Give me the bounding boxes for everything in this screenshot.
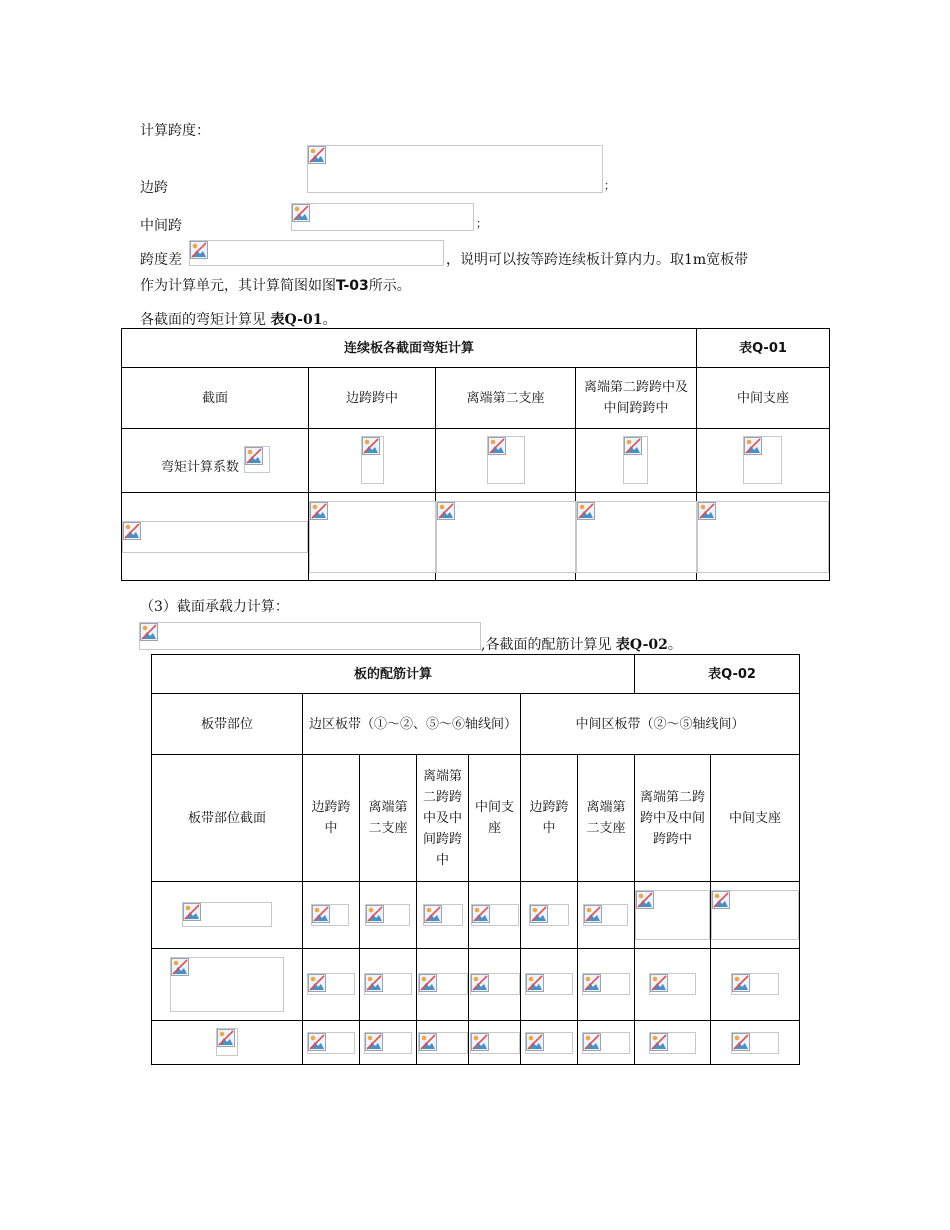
broken-image-icon: [472, 905, 490, 923]
broken-image-icon: [624, 437, 642, 455]
coef-image: [361, 436, 384, 484]
broken-image-icon: [424, 905, 442, 923]
coef-image: [743, 436, 782, 484]
position-label: 板带部位: [152, 694, 303, 755]
broken-image-icon: [419, 974, 437, 992]
rebar-cell: [635, 1021, 711, 1065]
formula-image: [170, 957, 284, 1012]
formula-image: [182, 902, 272, 927]
moment-row-label: [122, 493, 309, 581]
moment-cell: [576, 493, 697, 581]
rebar-cell: [303, 882, 360, 949]
broken-image-icon: [308, 146, 326, 164]
broken-image-icon: [577, 502, 595, 520]
coef-cell: [697, 429, 830, 493]
moment-image: [576, 501, 697, 573]
span-diff-label: 跨度差: [140, 252, 182, 268]
formula-image: [649, 1032, 696, 1054]
semicolon: ；: [476, 217, 487, 230]
rebar-text: [481, 634, 682, 654]
rebar-cell: [521, 949, 578, 1021]
middle-span-label: 中间跨: [140, 218, 182, 234]
broken-image-icon: [732, 1033, 750, 1051]
rebar-cell: [303, 1021, 360, 1065]
formula-image: [525, 1032, 573, 1054]
rebar-row-label: [152, 882, 303, 949]
coef-cell: [309, 429, 436, 493]
formula-image: [423, 904, 463, 926]
coef-row-label: [122, 429, 309, 493]
middle-span-formula-image: [291, 203, 474, 231]
formula-image: [311, 904, 349, 926]
rebar-cell: [303, 949, 360, 1021]
unit-text-post: 所示。: [368, 278, 411, 294]
rebar-cell: [578, 1021, 635, 1065]
edge-strip-header: 边区板带（①～②、⑤～⑥轴线间）: [303, 694, 521, 755]
formula-image: [216, 1028, 238, 1056]
formula-image: [583, 904, 628, 926]
span-diff-formula-image: [189, 240, 444, 266]
formula-image: [364, 1032, 412, 1054]
formula-image: [471, 904, 519, 926]
broken-image-icon: [362, 437, 380, 455]
broken-image-icon: [471, 1033, 489, 1051]
table-title: 板的配筋计算: [152, 655, 635, 694]
unit-text: [140, 275, 411, 295]
span-diff-text: ，说明可以按等跨连续板计算内力。取1m宽板带: [446, 252, 749, 268]
formula-image: [731, 973, 779, 995]
broken-image-icon: [636, 891, 654, 909]
calc-span-label: 计算跨度：: [140, 123, 210, 139]
rebar-cell: [360, 949, 417, 1021]
broken-image-icon: [365, 1033, 383, 1051]
edge-span-formula-image: [307, 145, 603, 193]
broken-image-icon: [312, 905, 330, 923]
formula-image: [364, 973, 412, 995]
formula-image: [649, 973, 696, 995]
section-header: 边跨跨中: [303, 755, 360, 882]
moment-text: [140, 309, 336, 329]
rebar-cell: [578, 949, 635, 1021]
broken-image-icon: [584, 905, 602, 923]
broken-image-icon: [526, 974, 544, 992]
capacity-formula-image: [139, 622, 481, 650]
moment-image: [436, 501, 576, 573]
broken-image-icon: [583, 1033, 601, 1051]
table-title: 连续板各截面弯矩计算: [122, 329, 697, 368]
rebar-cell: [711, 882, 800, 949]
alpha-image: [244, 446, 270, 473]
formula-image: [582, 973, 630, 995]
figure-ref: T-03: [336, 278, 369, 294]
rebar-cell: [417, 882, 469, 949]
broken-image-icon: [471, 974, 489, 992]
broken-image-icon: [366, 905, 384, 923]
rebar-cell: [635, 882, 711, 949]
broken-image-icon: [744, 437, 762, 455]
rebar-cell: [521, 1021, 578, 1065]
section-header: 边跨跨中: [521, 755, 578, 882]
rebar-cell: [360, 1021, 417, 1065]
broken-image-icon: [123, 522, 141, 540]
formula-image: [582, 1032, 630, 1054]
broken-image-icon: [217, 1029, 235, 1047]
rebar-cell: [711, 1021, 800, 1065]
moment-image: [697, 501, 829, 573]
broken-image-icon: [698, 502, 716, 520]
rebar-table: [151, 654, 800, 1065]
table-number: 表Q-02: [635, 655, 800, 694]
broken-image-icon: [190, 241, 208, 259]
rebar-cell: [469, 1021, 521, 1065]
moment-table: [121, 328, 830, 581]
coef-cell: [436, 429, 576, 493]
broken-image-icon: [308, 974, 326, 992]
broken-image-icon: [365, 974, 383, 992]
formula-image: [307, 973, 355, 995]
broken-image-icon: [292, 204, 310, 222]
broken-image-icon: [437, 502, 455, 520]
section-header: 中间支座: [711, 755, 800, 882]
section-header: 中间支座: [469, 755, 521, 882]
broken-image-icon: [488, 437, 506, 455]
rebar-cell: [578, 882, 635, 949]
section-header: 离端第二跨跨中及中间跨跨中: [635, 755, 711, 882]
moment-formula-image: [122, 521, 308, 553]
rebar-cell: [711, 949, 800, 1021]
rebar-text-pre: ,各截面的配筋计算见: [481, 637, 616, 653]
coef-image: [487, 436, 525, 484]
broken-image-icon: [308, 1033, 326, 1051]
formula-image: [711, 890, 799, 940]
broken-image-icon: [171, 958, 189, 976]
table-ref: 表Q-01: [270, 312, 323, 328]
header-edge-span-mid: 边跨跨中: [309, 368, 436, 429]
formula-image: [529, 904, 569, 926]
broken-image-icon: [583, 974, 601, 992]
formula-image: [365, 904, 410, 926]
broken-image-icon: [310, 502, 328, 520]
middle-strip-header: 中间区板带（②～⑤轴线间）: [521, 694, 800, 755]
semicolon: ；: [604, 179, 615, 192]
broken-image-icon: [245, 447, 263, 465]
rebar-cell: [469, 949, 521, 1021]
broken-image-icon: [650, 974, 668, 992]
header-section: 截面: [122, 368, 309, 429]
rebar-text-post: 。: [667, 637, 682, 653]
formula-image: [470, 973, 520, 995]
header-middle-support: 中间支座: [697, 368, 830, 429]
broken-image-icon: [650, 1033, 668, 1051]
broken-image-icon: [530, 905, 548, 923]
edge-span-label: 边跨: [140, 180, 168, 196]
table-ref: 表Q-02: [615, 637, 668, 653]
moment-cell: [309, 493, 436, 581]
header-second-support: 离端第二支座: [436, 368, 576, 429]
formula-image: [307, 1032, 355, 1054]
section-header: 离端第二支座: [578, 755, 635, 882]
table-number: 表Q-01: [697, 329, 830, 368]
moment-cell: [436, 493, 576, 581]
coef-label: 弯矩计算系数: [161, 460, 240, 475]
coef-image: [623, 436, 648, 484]
rebar-row-label: [152, 1021, 303, 1065]
moment-text-pre: 各截面的弯矩计算见: [140, 312, 271, 328]
section-header: 离端第二跨跨中及中间跨跨中: [417, 755, 469, 882]
broken-image-icon: [183, 903, 201, 921]
formula-image: [731, 1032, 779, 1054]
unit-text-pre: 作为计算单元，其计算简图如图: [140, 278, 336, 294]
moment-image: [309, 501, 436, 573]
rebar-cell: [469, 882, 521, 949]
moment-cell: [697, 493, 830, 581]
rebar-cell: [521, 882, 578, 949]
formula-image: [635, 890, 710, 940]
formula-image: [525, 973, 573, 995]
coef-cell: [576, 429, 697, 493]
formula-image: [418, 1032, 468, 1054]
rebar-row-label: [152, 949, 303, 1021]
broken-image-icon: [732, 974, 750, 992]
formula-image: [470, 1032, 520, 1054]
rebar-cell: [417, 1021, 469, 1065]
section-label: 板带部位截面: [152, 755, 303, 882]
broken-image-icon: [140, 623, 158, 641]
broken-image-icon: [419, 1033, 437, 1051]
rebar-cell: [417, 949, 469, 1021]
formula-image: [418, 973, 468, 995]
moment-text-post: 。: [322, 312, 337, 328]
section-header: 离端第二支座: [360, 755, 417, 882]
broken-image-icon: [526, 1033, 544, 1051]
rebar-cell: [360, 882, 417, 949]
capacity-heading: （3）截面承载力计算：: [140, 599, 289, 615]
header-second-span-mid: 离端第二跨跨中及中间跨跨中: [576, 368, 697, 429]
broken-image-icon: [712, 891, 730, 909]
rebar-cell: [635, 949, 711, 1021]
